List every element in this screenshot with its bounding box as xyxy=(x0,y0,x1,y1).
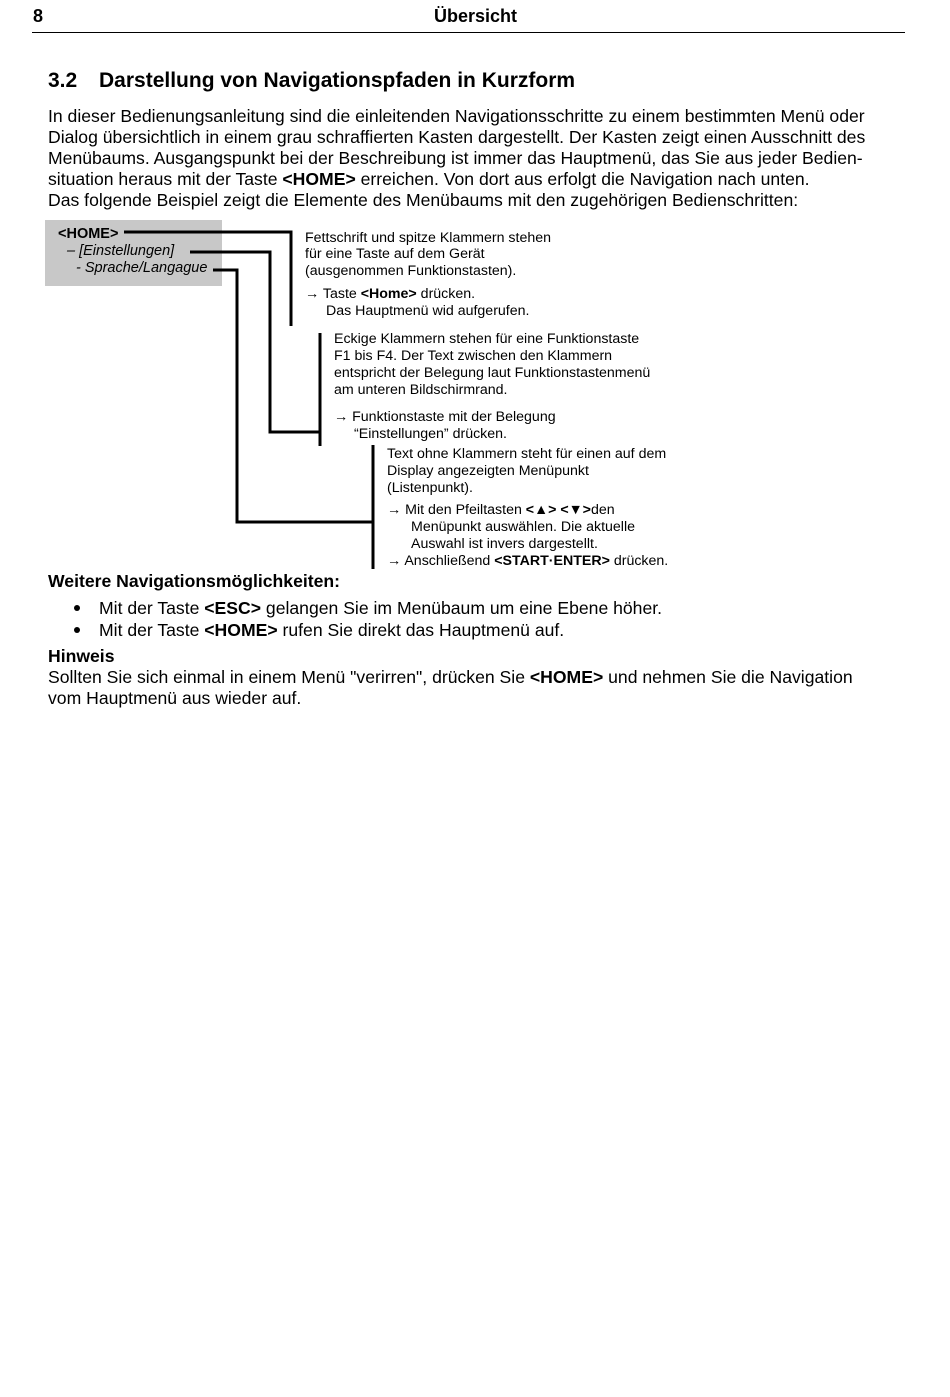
page-number: 8 xyxy=(33,6,44,26)
esc-key-text: <ESC> xyxy=(204,598,262,618)
annotation-1-step xyxy=(305,286,475,302)
note-text-end: und nehmen Sie die Navigation xyxy=(603,667,853,687)
annotation-2-line-3: entspricht der Belegung laut Funktionstastenmenü xyxy=(334,365,651,381)
home-key-text: <HOME> xyxy=(282,169,356,189)
annotation-3-line-2: Display angezeigten Menüpunkt xyxy=(387,463,589,479)
connector-home xyxy=(124,232,291,326)
intro-line-1: In dieser Bedienungsanleitung sind die einleitenden Navigationsschritte zu einem bestimmten Menü oder xyxy=(48,106,865,126)
annotation-1-line-3: (ausgenommen Funktionstasten). xyxy=(305,263,517,279)
annotation-2-line-4: am unteren Bildschirmrand. xyxy=(334,382,508,398)
annotation-1-line-1: Fettschrift und spitze Klammern stehen xyxy=(305,230,552,246)
arrow-step-text-end: drücken. xyxy=(609,553,669,569)
annotation-3-step-2 xyxy=(387,553,668,569)
arrow-step-text-end: den xyxy=(590,502,615,518)
arrow-step-text: → Taste xyxy=(305,286,361,302)
intro-line-2: Dialog übersichtlich in einem grau schraffierten Kasten dargestellt. Der Kasten zeigt einen Ausschnitt des xyxy=(48,127,866,147)
annotation-3-step xyxy=(387,502,615,518)
note-line-1 xyxy=(48,667,853,688)
home-key-text: <HOME> xyxy=(529,667,604,687)
arrow-step-text: → Anschließend xyxy=(387,553,495,569)
bullet-item-esc xyxy=(99,598,662,619)
intro-line-4-text-end: erreichen. Von dort aus erfolgt die Navigation nach unten. xyxy=(355,169,810,189)
annotation-2-step-line-2: “Einstellungen” drücken. xyxy=(354,426,507,442)
annotation-3-step-line-3: Auswahl ist invers dargestellt. xyxy=(411,536,598,552)
bullet-icon xyxy=(74,605,80,611)
annotation-2-step-line-1: → Funktionstaste mit der Belegung xyxy=(334,409,556,425)
section-title: Darstellung von Navigationspfaden in Kurzform xyxy=(99,69,576,92)
annotation-1-step-line-2: Das Hauptmenü wid aufgerufen. xyxy=(326,303,530,319)
nav-path-language: - Sprache/Langague xyxy=(76,260,208,276)
note-line-2: vom Hauptmenü aus wieder auf. xyxy=(48,688,302,708)
nav-path-home: <HOME> xyxy=(58,226,119,242)
bullet-text-end: gelangen Sie im Menübaum um eine Ebene höher. xyxy=(261,598,663,618)
bullet-text: Mit der Taste xyxy=(99,620,205,640)
intro-line-5: Das folgende Beispiel zeigt die Elemente des Menübaums mit den zugehörigen Bedienschritten: xyxy=(48,190,799,210)
section-number: 3.2 xyxy=(48,69,78,92)
intro-line-3: Menübaums. Ausgangspunkt bei der Beschreibung ist immer das Hauptmenü, das Sie aus jeder Bedien- xyxy=(48,148,863,168)
arrow-step-text: → Mit den Pfeiltasten xyxy=(387,502,526,518)
annotation-2-line-1: Eckige Klammern stehen für eine Funktionstaste xyxy=(334,331,640,347)
annotation-3-line-3: (Listenpunkt). xyxy=(387,480,473,496)
annotation-2-line-2: F1 bis F4. Der Text zwischen den Klammern xyxy=(334,348,613,364)
intro-line-4-text: situation heraus mit der Taste xyxy=(48,169,283,189)
start-enter-key-text: <START·ENTER> xyxy=(494,553,610,569)
bullet-text: Mit der Taste xyxy=(99,598,205,618)
bullet-text-end: rufen Sie direkt das Hauptmenü auf. xyxy=(277,620,565,640)
home-key-text: <Home> xyxy=(360,286,417,302)
connector-settings xyxy=(190,252,320,432)
arrow-keys-text: <▲> <▼> xyxy=(525,502,591,518)
annotation-3-step-line-2: Menüpunkt auswählen. Die aktuelle xyxy=(411,519,635,535)
bullet-item-home xyxy=(99,620,564,641)
note-heading: Hinweis xyxy=(48,646,115,666)
annotation-1-line-2: für eine Taste auf dem Gerät xyxy=(305,246,485,262)
further-navigation-heading: Weitere Navigationsmöglichkeiten: xyxy=(48,571,340,591)
note-text: Sollten Sie sich einmal in einem Menü "verirren", drücken Sie xyxy=(48,667,530,687)
bullet-icon xyxy=(74,627,80,633)
arrow-step-text-end: drücken. xyxy=(416,286,476,302)
home-key-text: <HOME> xyxy=(204,620,278,640)
annotation-3-line-1: Text ohne Klammern steht für einen auf dem xyxy=(387,446,667,462)
nav-path-settings: – [Einstellungen] xyxy=(67,243,175,259)
page-header-title: Übersicht xyxy=(434,6,518,26)
